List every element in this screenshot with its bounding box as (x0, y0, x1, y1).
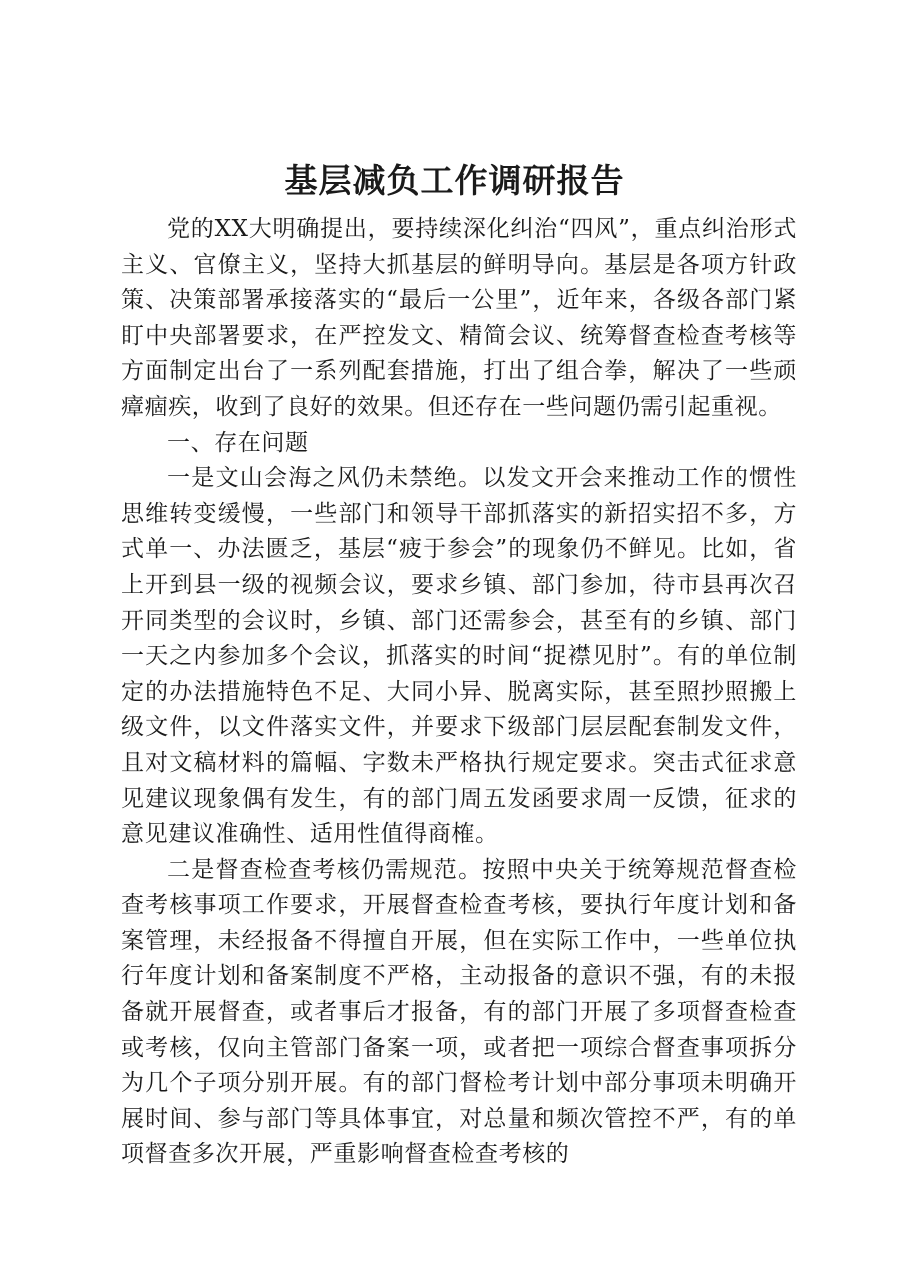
paragraph-meetings-documents: 一是文山会海之风仍未禁绝。以发文开会来推动工作的惯性思维转变缓慢，一些部门和领导干部抓落实的新招实招不多，方式单一、办法匮乏，基层“疲于参会”的现象仍不鲜见。比如，省上开到县一级的视频会议，要求乡镇、部门参加，待市县再次召开同类型的会议时，乡镇、部门还需参会，甚至有的乡镇、部门一天之内参加多个会议，抓落实的时间“捉襟见肘”。有的单位制定的办法措施特色不足、大同小异、脱离实际，甚至照抄照搬上级文件，以文件落实文件，并要求下级部门层层配套制发文件，且对文稿材料的篇幅、字数未严格执行规定要求。突击式征求意见建议现象偶有发生，有的部门周五发函要求周一反馈，征求的意见建议准确性、适用性值得商榷。 (121, 465, 797, 848)
document-body (121, 212, 797, 1173)
section-heading-problems: 一、存在问题 (167, 429, 309, 456)
intro-paragraph: 党的XX大明确提出，要持续深化纠治“四风”，重点纠治形式主义、官僚主义，坚持大抓基层的鲜明导向。基层是各项方针政策、决策部署承接落实的“最后一公里”，近年来，各级各部门紧盯中央部署要求，在严控发文、精简会议、统筹督查检查考核等方面制定出台了一系列配套措施，打出了组合拳，解决了一些顽瘴痼疾，收到了良好的效果。但还存在一些问题仍需引起重视。 (121, 216, 797, 420)
paragraph-supervision-inspection: 二是督查检查考核仍需规范。按照中央关于统筹规范督查检查考核事项工作要求，开展督查检查考核，要执行年度计划和备案管理，未经报备不得擅自开展，但在实际工作中，一些单位执行年度计划和备案制度不严格，主动报备的意识不强，有的未报备就开展督查，或者事后才报备，有的部门开展了多项督查检查或考核，仅向主管部门备案一项，或者把一项综合督查事项拆分为几个子项分别开展。有的部门督检考计划中部分事项未明确开展时间、参与部门等具体事宜，对总量和频次管控不严，有的单项督查多次开展，严重影响督查检查考核的 (121, 856, 797, 1168)
document-title: 基层减负工作调研报告 (284, 161, 625, 200)
